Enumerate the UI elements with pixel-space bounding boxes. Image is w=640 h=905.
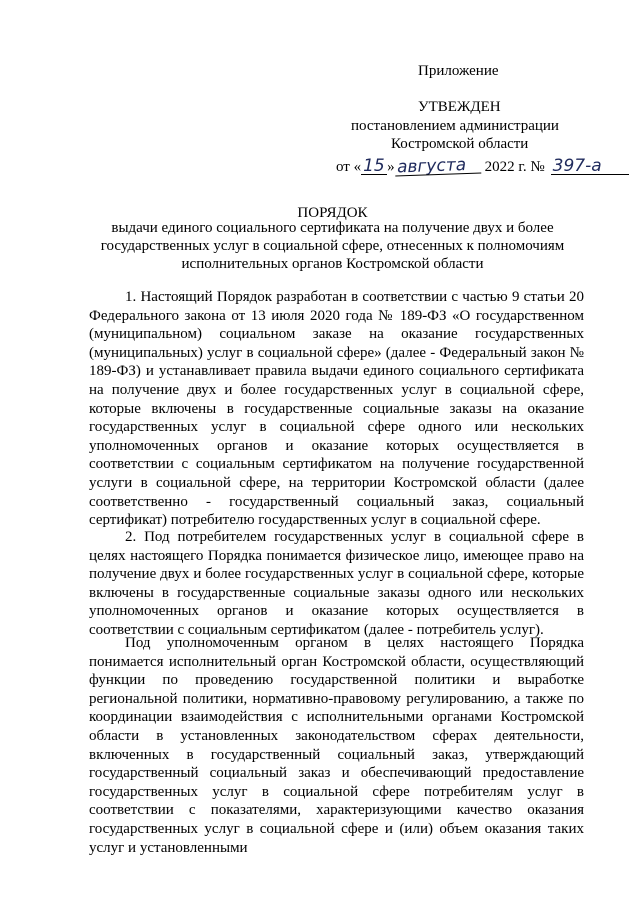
handwritten-number: 397-а: [551, 156, 629, 176]
paragraph-2-text: 2. Под потребителем государственных услуг в социальной сфере в целях настоящего Порядка понимается физическое лицо, имеющее право на получение двух и более государственных услуг в социальной сфере, которые включены в государственные социальные заказы одного или нескольких уполномоченных органов и оказание которых осуществляется в соответствии с социальным сертификатом (далее - потребитель услуг).: [89, 529, 584, 638]
paragraph-3: [89, 634, 584, 857]
paragraph-1: [89, 288, 584, 530]
date-quote-close: »: [387, 159, 395, 175]
subtitle-line-2: государственных услуг в социальной сфере, отнесенных к полномочиям: [100, 238, 565, 254]
date-prefix: от «: [336, 159, 362, 175]
subtitle-line-1: выдачи единого социального сертификата на получение двух и более: [111, 220, 554, 236]
region-line: Костромской области: [391, 136, 529, 152]
date-year: 2022 г. №: [484, 159, 545, 175]
approval-date-line: [336, 146, 629, 176]
decree-line: постановлением администрации: [351, 118, 559, 134]
document-title: ПОРЯДОК: [297, 205, 368, 221]
paragraph-3-text: Под уполномоченным органом в целях настоящего Порядка понимается исполнительный орган Костромской области, осуществляющий функции по проведению государственной политики и выработке региональной политики, нормативно-правовому регулированию, а также по координации взаимодействия с исполнительными органами Костромской области в установленных законодательством сферах деятельности, включенных в государственный социальный заказ, утверждающий государственный социальный заказ и обеспечивающий предоставление государственных услуг в социальной сфере потребителям услуг в соответствии с показателями, характеризующими качество оказания государственных услуг в социальной сфере и (или) объем оказания таких услуг и установленными: [89, 635, 584, 856]
handwritten-month: августа: [394, 155, 481, 178]
subtitle-line-3: исполнительных органов Костромской области: [181, 256, 484, 272]
paragraph-1-text: 1. Настоящий Порядок разработан в соответствии с частью 9 статьи 20 Федерального закона от 13 июля 2020 года № 189-ФЗ «О государственном (муниципальном) социальном заказе на оказание государственных (муниципальных) услуг в социальной сфере» (далее - Федеральный закон № 189-ФЗ) и устанавливает правила выдачи единого социального сертификата на получение двух и более государственных услуг в социальной сфере, которые включены в государственные социальные заказы на оказание государственных услуг в социальной сфере одного или нескольких уполномоченных органов и оказание которых осуществляется в соответствии с социальным сертификатом на получение государственной услуги в социальной сфере, на территории Костромской области (далее соответственно - государственный социальный заказ, социальный сертификат) потребителю государственных услуг в социальной сфере.: [89, 289, 584, 529]
handwritten-day: 15: [361, 156, 387, 176]
approved-label: УТВЕЖДЕН: [418, 99, 501, 115]
paragraph-2: [89, 528, 584, 640]
appendix-label: Приложение: [418, 63, 499, 79]
